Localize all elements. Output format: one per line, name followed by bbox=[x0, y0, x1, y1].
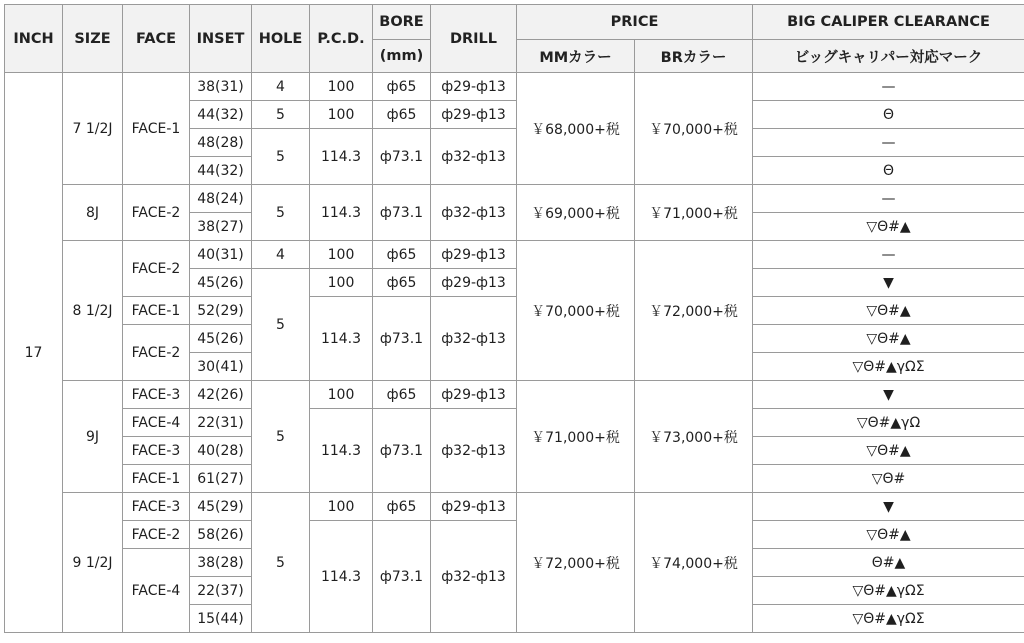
clearance-cell: ▽Θ#▲γΩΣ bbox=[753, 577, 1024, 605]
inset-cell: 42(26) bbox=[190, 381, 252, 409]
price-br-cell: ￥70,000+税 bbox=[635, 73, 753, 185]
face-cell: FACE-4 bbox=[123, 549, 190, 633]
table-row bbox=[5, 241, 1024, 269]
table-row bbox=[5, 521, 1024, 549]
bore-cell: ф73.1 bbox=[373, 521, 431, 633]
inset-cell: 61(27) bbox=[190, 465, 252, 493]
bore-cell: ф73.1 bbox=[373, 409, 431, 493]
drill-cell: ф32-ф13 bbox=[431, 129, 517, 185]
inset-cell: 44(32) bbox=[190, 101, 252, 129]
clearance-cell: ▽Θ#▲ bbox=[753, 325, 1024, 353]
bore-cell: ф65 bbox=[373, 381, 431, 409]
inset-cell: 45(26) bbox=[190, 269, 252, 297]
inset-cell: 38(28) bbox=[190, 549, 252, 577]
header-drill: DRILL bbox=[431, 5, 517, 73]
price-mm-cell: ￥70,000+税 bbox=[517, 241, 635, 381]
bore-cell: ф73.1 bbox=[373, 129, 431, 185]
price-mm-cell: ￥69,000+税 bbox=[517, 185, 635, 241]
inset-cell: 22(31) bbox=[190, 409, 252, 437]
clearance-cell: ▽Θ#▲ bbox=[753, 437, 1024, 465]
price-br-cell: ￥71,000+税 bbox=[635, 185, 753, 241]
header-price: PRICE bbox=[517, 5, 753, 40]
pcd-cell: 114.3 bbox=[310, 409, 373, 493]
inset-cell: 40(28) bbox=[190, 437, 252, 465]
inset-cell: 48(28) bbox=[190, 129, 252, 157]
hole-cell: 5 bbox=[252, 101, 310, 129]
price-br-cell: ￥72,000+税 bbox=[635, 241, 753, 381]
drill-cell: ф29-ф13 bbox=[431, 381, 517, 409]
bore-cell: ф65 bbox=[373, 73, 431, 101]
wheel-spec-table bbox=[4, 4, 1024, 633]
clearance-cell: — bbox=[753, 129, 1024, 157]
hole-cell: 5 bbox=[252, 129, 310, 185]
drill-cell: ф32-ф13 bbox=[431, 297, 517, 381]
clearance-cell: ▼ bbox=[753, 269, 1024, 297]
size-cell: 7 1/2J bbox=[63, 73, 123, 185]
pcd-cell: 100 bbox=[310, 101, 373, 129]
header-face: FACE bbox=[123, 5, 190, 73]
drill-cell: ф32-ф13 bbox=[431, 185, 517, 241]
clearance-cell: ▽Θ#▲ bbox=[753, 521, 1024, 549]
clearance-cell: Θ bbox=[753, 157, 1024, 185]
pcd-cell: 100 bbox=[310, 241, 373, 269]
price-mm-cell: ￥68,000+税 bbox=[517, 73, 635, 185]
header-clearance: BIG CALIPER CLEARANCE bbox=[753, 5, 1024, 40]
table-row bbox=[5, 73, 1024, 101]
drill-cell: ф29-ф13 bbox=[431, 73, 517, 101]
bore-cell: ф65 bbox=[373, 269, 431, 297]
hole-cell: 4 bbox=[252, 241, 310, 269]
header-inch: INCH bbox=[5, 5, 63, 73]
price-br-cell: ￥73,000+税 bbox=[635, 381, 753, 493]
clearance-cell: ▽Θ#▲γΩΣ bbox=[753, 353, 1024, 381]
face-cell: FACE-3 bbox=[123, 437, 190, 465]
price-br-cell: ￥74,000+税 bbox=[635, 493, 753, 633]
hole-cell: 5 bbox=[252, 381, 310, 493]
inset-cell: 15(44) bbox=[190, 605, 252, 633]
pcd-cell: 114.3 bbox=[310, 297, 373, 381]
table-row bbox=[5, 493, 1024, 521]
size-cell: 9J bbox=[63, 381, 123, 493]
inset-cell: 22(37) bbox=[190, 577, 252, 605]
drill-cell: ф29-ф13 bbox=[431, 493, 517, 521]
clearance-cell: Θ#▲ bbox=[753, 549, 1024, 577]
inset-cell: 30(41) bbox=[190, 353, 252, 381]
hole-cell: 4 bbox=[252, 73, 310, 101]
drill-cell: ф29-ф13 bbox=[431, 241, 517, 269]
clearance-cell: ▽Θ#▲ bbox=[753, 213, 1024, 241]
inset-cell: 38(31) bbox=[190, 73, 252, 101]
bore-cell: ф65 bbox=[373, 241, 431, 269]
face-cell: FACE-2 bbox=[123, 185, 190, 241]
drill-cell: ф32-ф13 bbox=[431, 521, 517, 633]
bore-cell: ф65 bbox=[373, 493, 431, 521]
clearance-cell: ▽Θ#▲ bbox=[753, 297, 1024, 325]
pcd-cell: 100 bbox=[310, 493, 373, 521]
header-clearance-jp: ビッグキャリパー対応マーク bbox=[753, 40, 1024, 73]
face-cell: FACE-3 bbox=[123, 493, 190, 521]
face-cell: FACE-2 bbox=[123, 521, 190, 549]
header-pcd: P.C.D. bbox=[310, 5, 373, 73]
bore-cell: ф65 bbox=[373, 101, 431, 129]
face-cell: FACE-2 bbox=[123, 241, 190, 297]
table-row bbox=[5, 185, 1024, 213]
clearance-cell: — bbox=[753, 185, 1024, 213]
price-mm-cell: ￥72,000+税 bbox=[517, 493, 635, 633]
drill-cell: ф29-ф13 bbox=[431, 101, 517, 129]
clearance-cell: — bbox=[753, 241, 1024, 269]
size-cell: 9 1/2J bbox=[63, 493, 123, 633]
bore-cell: ф73.1 bbox=[373, 185, 431, 241]
hole-cell: 5 bbox=[252, 269, 310, 381]
price-mm-cell: ￥71,000+税 bbox=[517, 381, 635, 493]
face-cell: FACE-3 bbox=[123, 381, 190, 409]
inset-cell: 52(29) bbox=[190, 297, 252, 325]
inset-cell: 44(32) bbox=[190, 157, 252, 185]
pcd-cell: 114.3 bbox=[310, 521, 373, 633]
pcd-cell: 100 bbox=[310, 381, 373, 409]
header-size: SIZE bbox=[63, 5, 123, 73]
clearance-cell: ▽Θ#▲γΩΣ bbox=[753, 605, 1024, 633]
table-row bbox=[5, 381, 1024, 409]
table-row bbox=[5, 297, 1024, 325]
clearance-cell: ▼ bbox=[753, 493, 1024, 521]
pcd-cell: 100 bbox=[310, 269, 373, 297]
bore-cell: ф73.1 bbox=[373, 297, 431, 381]
face-cell: FACE-4 bbox=[123, 409, 190, 437]
header-bore: BORE bbox=[373, 5, 431, 40]
face-cell: FACE-1 bbox=[123, 73, 190, 185]
inset-cell: 45(29) bbox=[190, 493, 252, 521]
inset-cell: 48(24) bbox=[190, 185, 252, 213]
clearance-cell: ▼ bbox=[753, 381, 1024, 409]
pcd-cell: 100 bbox=[310, 73, 373, 101]
size-cell: 8J bbox=[63, 185, 123, 241]
inset-cell: 40(31) bbox=[190, 241, 252, 269]
pcd-cell: 114.3 bbox=[310, 129, 373, 185]
header-inset: INSET bbox=[190, 5, 252, 73]
face-cell: FACE-1 bbox=[123, 465, 190, 493]
face-cell: FACE-1 bbox=[123, 297, 190, 325]
drill-cell: ф32-ф13 bbox=[431, 409, 517, 493]
pcd-cell: 114.3 bbox=[310, 185, 373, 241]
inset-cell: 38(27) bbox=[190, 213, 252, 241]
size-cell: 8 1/2J bbox=[63, 241, 123, 381]
header-bore-unit: (mm) bbox=[373, 40, 431, 73]
header-br-color: BRカラー bbox=[635, 40, 753, 73]
hole-cell: 5 bbox=[252, 493, 310, 633]
clearance-cell: Θ bbox=[753, 101, 1024, 129]
clearance-cell: ▽Θ# bbox=[753, 465, 1024, 493]
clearance-cell: — bbox=[753, 73, 1024, 101]
hole-cell: 5 bbox=[252, 185, 310, 241]
inset-cell: 45(26) bbox=[190, 325, 252, 353]
face-cell: FACE-2 bbox=[123, 325, 190, 381]
clearance-cell: ▽Θ#▲γΩ bbox=[753, 409, 1024, 437]
inset-cell: 58(26) bbox=[190, 521, 252, 549]
header-hole: HOLE bbox=[252, 5, 310, 73]
inch-cell: 17 bbox=[5, 73, 63, 633]
table-row bbox=[5, 409, 1024, 437]
header-mm-color: MMカラー bbox=[517, 40, 635, 73]
drill-cell: ф29-ф13 bbox=[431, 269, 517, 297]
